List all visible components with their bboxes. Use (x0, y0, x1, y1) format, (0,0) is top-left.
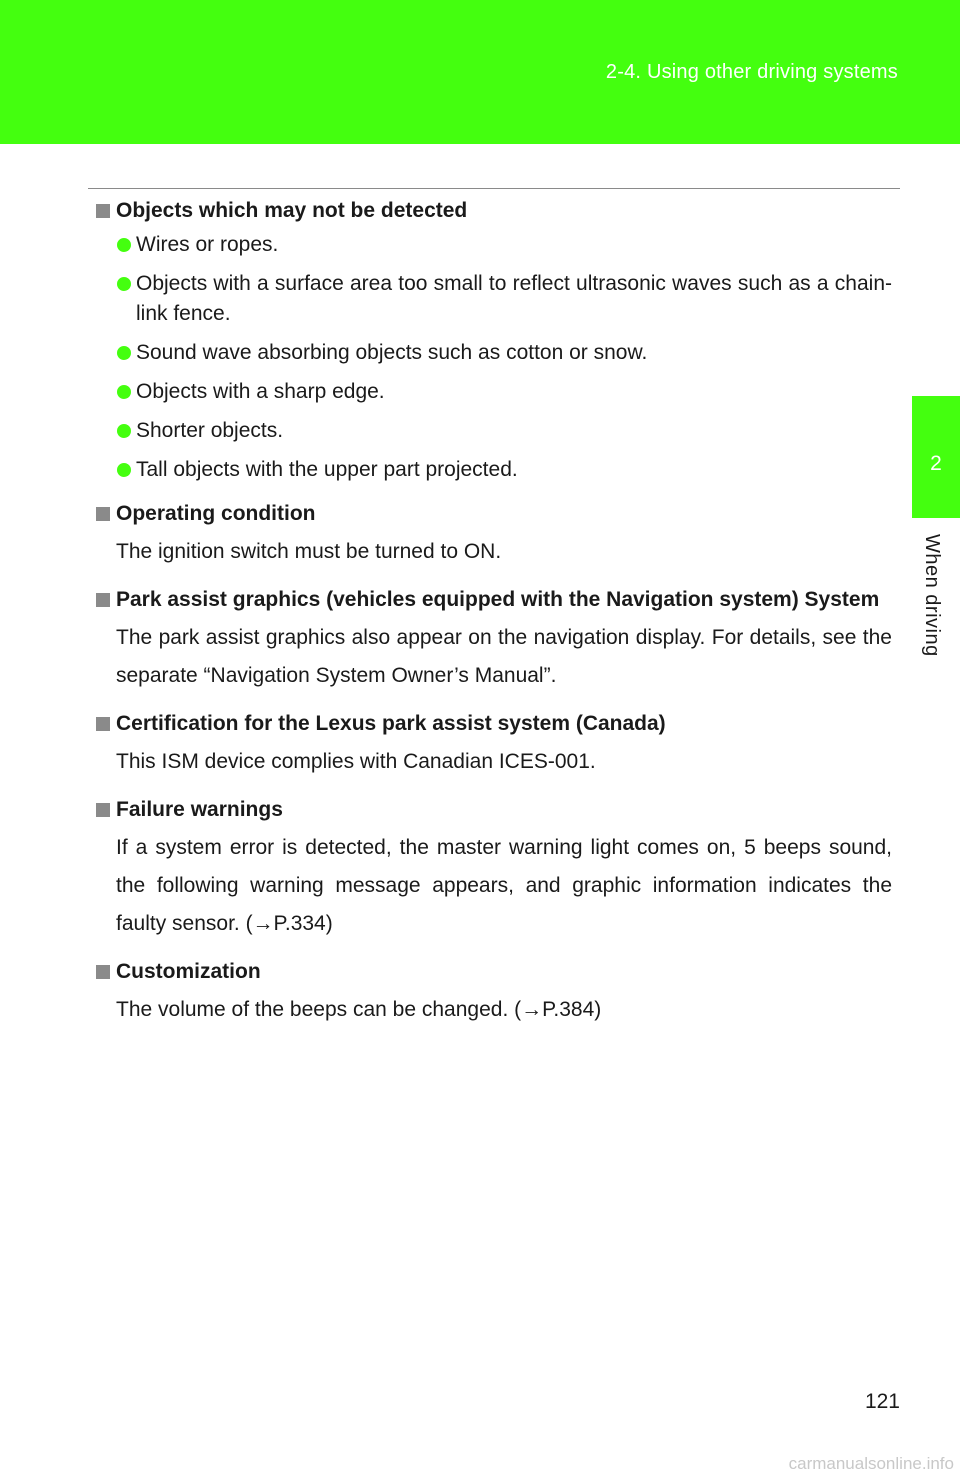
heading-text: Objects which may not be detected (116, 199, 468, 222)
square-bullet-icon (96, 507, 110, 521)
heading-text: Certification for the Lexus park assist system (Canada) (116, 712, 666, 735)
item-text: Shorter objects. (136, 419, 284, 442)
circle-bullet-icon (117, 238, 131, 252)
section-customization (96, 957, 892, 1029)
paragraph: The volume of the beeps can be changed. (→P.384) (116, 998, 602, 1021)
circle-bullet-icon (117, 277, 131, 291)
section-heading (96, 585, 892, 615)
section-certification (96, 709, 892, 781)
square-bullet-icon (96, 593, 110, 607)
circle-bullet-icon (117, 346, 131, 360)
square-bullet-icon (96, 717, 110, 731)
item-text: Objects with a surface area too small to reflect ultrasonic waves such as a chain-link fence. (136, 272, 892, 325)
paragraph: The park assist graphics also appear on the navigation display. For details, see the separate “Navigation System Owner’s Manual”. (116, 626, 892, 687)
list-item (96, 269, 892, 329)
section-heading (96, 795, 892, 825)
section-heading (96, 196, 892, 226)
section-heading (96, 499, 892, 529)
header-bar (0, 0, 960, 144)
paragraph: The ignition switch must be turned to ON. (116, 540, 502, 563)
section-operating (96, 499, 892, 571)
square-bullet-icon (96, 965, 110, 979)
section-graphics (96, 585, 892, 695)
page-number: 121 (864, 1390, 900, 1413)
paragraph: This ISM device complies with Canadian ICES-001. (116, 750, 596, 773)
chapter-tab (912, 396, 960, 518)
heading-text: Operating condition (116, 502, 316, 525)
chapter-number: 2 (930, 452, 942, 475)
list-item (96, 338, 892, 368)
main-content (96, 196, 892, 1043)
section-objects (96, 196, 892, 485)
section-title: 2-4. Using other driving systems (605, 61, 898, 83)
section-heading (96, 709, 892, 739)
circle-bullet-icon (117, 385, 131, 399)
heading-text: Park assist graphics (vehicles equipped with the Navigation system) System (116, 588, 880, 611)
item-text: Sound wave absorbing objects such as cotton or snow. (136, 341, 648, 364)
square-bullet-icon (96, 204, 110, 218)
chapter-label: When driving (921, 534, 943, 657)
item-text: Objects with a sharp edge. (136, 380, 385, 403)
bullet-list (96, 230, 892, 485)
heading-text: Customization (116, 960, 261, 983)
list-item (96, 455, 892, 485)
square-bullet-icon (96, 803, 110, 817)
circle-bullet-icon (117, 424, 131, 438)
watermark: carmanualsonline.info (788, 1454, 954, 1473)
paragraph: If a system error is detected, the master warning light comes on, 5 beeps sound, the following warning message appears, and graphic information indicates the faulty sensor. (→P.334) (116, 836, 892, 935)
list-item (96, 416, 892, 446)
item-text: Wires or ropes. (136, 233, 279, 256)
section-heading (96, 957, 892, 987)
divider (88, 188, 900, 189)
list-item (96, 230, 892, 260)
item-text: Tall objects with the upper part projected. (136, 458, 518, 481)
list-item (96, 377, 892, 407)
heading-text: Failure warnings (116, 798, 283, 821)
section-failure (96, 795, 892, 943)
circle-bullet-icon (117, 463, 131, 477)
